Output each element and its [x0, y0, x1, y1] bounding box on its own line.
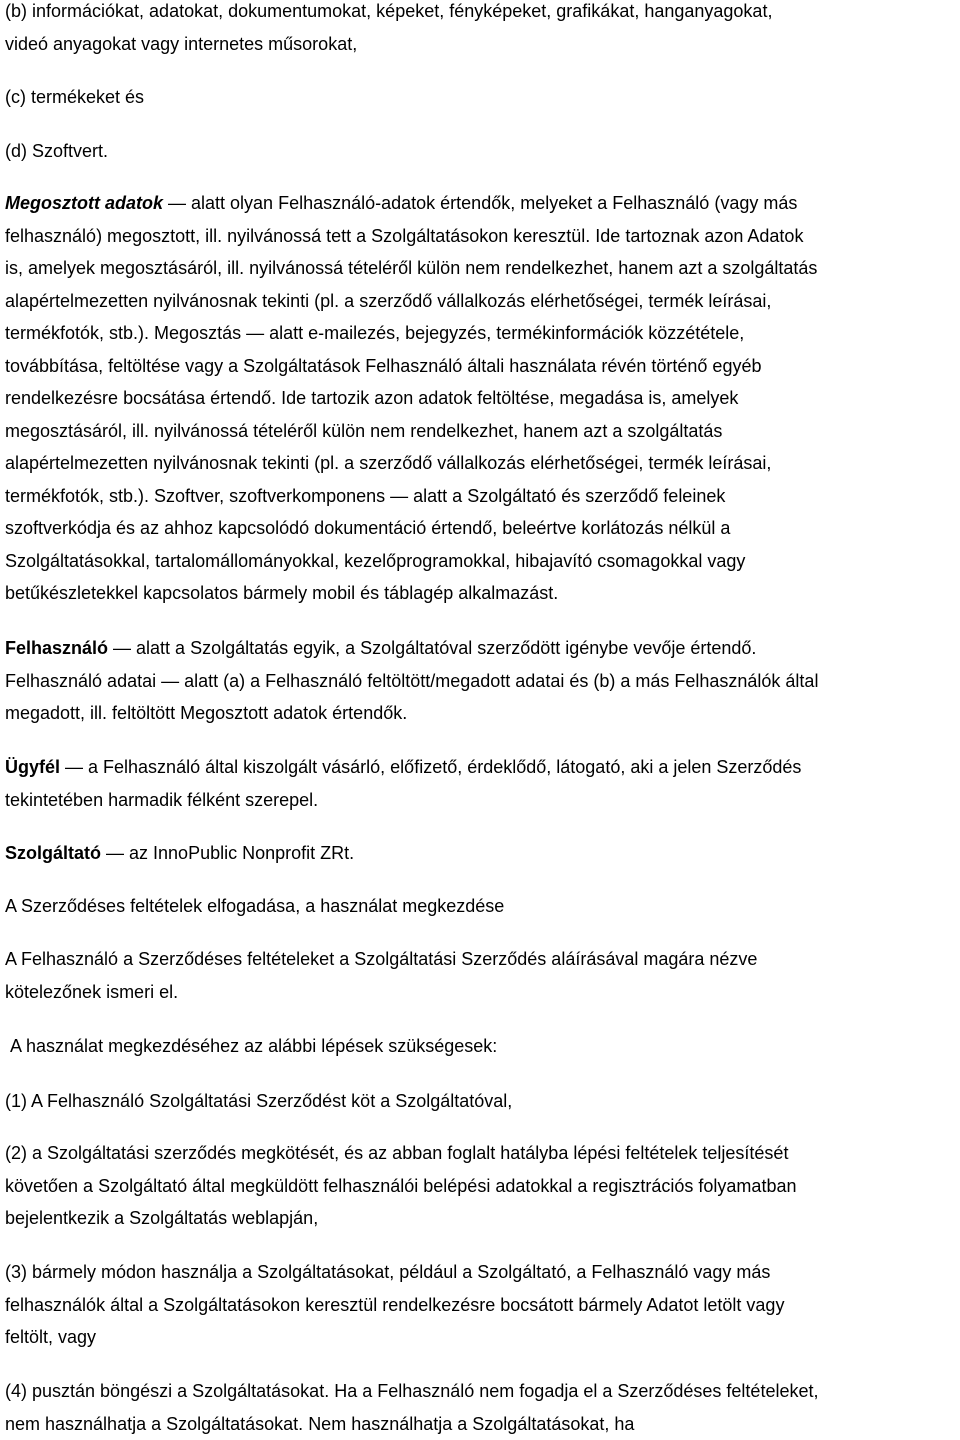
text-line: alapértelmezetten nyilvánosnak tekinti (pl. a szerződő vállalkozás elérhetőségei, termék leírásai, — [5, 447, 817, 480]
text-line: videó anyagokat vagy internetes műsorokat, — [5, 28, 772, 61]
section-heading — [5, 890, 504, 923]
text-line: felhasználók által a Szolgáltatásokon keresztül rendelkezésre bocsátott bármely Adatot letölt vagy — [5, 1289, 784, 1322]
text-line: Felhasználó adatai — alatt (a) a Felhasználó feltöltött/megadott adatai és (b) a más Felhasználók által — [5, 665, 818, 698]
text-line: megosztásáról, ill. nyilvánossá tételéről külön nem rendelkezhet, hanem azt a szolgáltatás — [5, 415, 817, 448]
text-line: is, amelyek megosztásáról, ill. nyilvánossá tételéről külön nem rendelkezhet, hanem azt a szolgáltatás — [5, 252, 817, 285]
text-line — [5, 751, 801, 784]
text-line: (b) információkat, adatokat, dokumentumokat, képeket, fényképeket, grafikákat, hanganyagokat, — [5, 0, 772, 28]
paragraph-acceptance — [5, 943, 757, 1008]
text-line: A Szerződéses feltételek elfogadása, a használat megkezdése — [5, 890, 504, 923]
text-line: kötelezőnek ismeri el. — [5, 976, 757, 1009]
step-2 — [5, 1137, 796, 1235]
text-line: alapértelmezetten nyilvánosnak tekinti (pl. a szerződő vállalkozás elérhetőségei, termék leírásai, — [5, 285, 817, 318]
step-4 — [5, 1375, 818, 1440]
text-line: felhasználó) megosztott, ill. nyilvánossá tett a Szolgáltatásokon keresztül. Ide tartoznak azon Adatok — [5, 220, 817, 253]
text-line: A használat megkezdéséhez az alábbi lépések szükségesek: — [10, 1030, 497, 1063]
text-line: termékfotók, stb.). Szoftver, szoftverkomponens — alatt a Szolgáltató és szerződő feleinek — [5, 480, 817, 513]
text-line: (3) bármely módon használja a Szolgáltatásokat, például a Szolgáltató, a Felhasználó vagy más — [5, 1256, 784, 1289]
paragraph-megosztott-adatok — [5, 187, 817, 610]
text-line: feltölt, vagy — [5, 1321, 784, 1354]
text-line: tekintetében harmadik félként szerepel. — [5, 784, 801, 817]
text-line: megadott, ill. feltöltött Megosztott adatok értendők. — [5, 697, 818, 730]
paragraph-szolgaltato — [5, 837, 354, 870]
paragraph-c-item — [5, 81, 144, 114]
text-line: (4) pusztán böngészi a Szolgáltatásokat. Ha a Felhasználó nem fogadja el a Szerződéses feltételeket, — [5, 1375, 818, 1408]
text-line: (c) termékeket és — [5, 81, 144, 114]
text-line: nem használhatja a Szolgáltatásokat. Nem használhatja a Szolgáltatásokat, ha — [5, 1408, 818, 1440]
definition-text: — a Felhasználó által kiszolgált vásárló, előfizető, érdeklődő, látogató, aki a jelen Szerződés — [60, 757, 801, 777]
step-3 — [5, 1256, 784, 1354]
term-szolgaltato: Szolgáltató — [5, 843, 101, 863]
text-line: továbbítása, feltöltése vagy a Szolgáltatások Felhasználó általi használata révén történő egyéb — [5, 350, 817, 383]
text-line — [5, 187, 817, 220]
definition-text: — alatt a Szolgáltatás egyik, a Szolgáltatóval szerződött igénybe vevője értendő. — [108, 638, 756, 658]
text-line: bejelentkezik a Szolgáltatás weblapján, — [5, 1202, 796, 1235]
text-line: Szolgáltatásokkal, tartalomállományokkal, kezelőprogramokkal, hibajavító csomagokkal vagy — [5, 545, 817, 578]
term-felhasznalo: Felhasználó — [5, 638, 108, 658]
text-line: A Felhasználó a Szerződéses feltételeket a Szolgáltatási Szerződés aláírásával magára nézve — [5, 943, 757, 976]
term-ugyfel: Ügyfél — [5, 757, 60, 777]
text-line: rendelkezésre bocsátása értendő. Ide tartozik azon adatok feltöltése, megadása is, amelyek — [5, 382, 817, 415]
text-line: követően a Szolgáltató által megküldött felhasználói belépési adatokkal a regisztrációs folyamatban — [5, 1170, 796, 1203]
paragraph-ugyfel — [5, 751, 801, 816]
definition-text: — az InnoPublic Nonprofit ZRt. — [101, 843, 354, 863]
text-line — [5, 632, 818, 665]
paragraph-felhasznalo — [5, 632, 818, 730]
paragraph-d-item — [5, 135, 108, 168]
paragraph-steps-intro — [10, 1030, 497, 1063]
text-line: (d) Szoftvert. — [5, 135, 108, 168]
text-line: szoftverkódja és az ahhoz kapcsolódó dokumentáció értendő, beleértve korlátozás nélkül a — [5, 512, 817, 545]
text-line: termékfotók, stb.). Megosztás — alatt e-mailezés, bejegyzés, termékinformációk közzététele, — [5, 317, 817, 350]
paragraph-b-item — [5, 0, 772, 60]
text-line: (2) a Szolgáltatási szerződés megkötését, és az abban foglalt hatályba lépési feltételek teljesítését — [5, 1137, 796, 1170]
text-line: (1) A Felhasználó Szolgáltatási Szerződést köt a Szolgáltatóval, — [5, 1085, 512, 1118]
text-line: betűkészletekkel kapcsolatos bármely mobil és táblagép alkalmazást. — [5, 577, 817, 610]
definition-text: — alatt olyan Felhasználó-adatok értendők, melyeket a Felhasználó (vagy más — [163, 193, 797, 213]
text-line — [5, 837, 354, 870]
term-megosztott-adatok: Megosztott adatok — [5, 193, 163, 213]
step-1 — [5, 1085, 512, 1118]
